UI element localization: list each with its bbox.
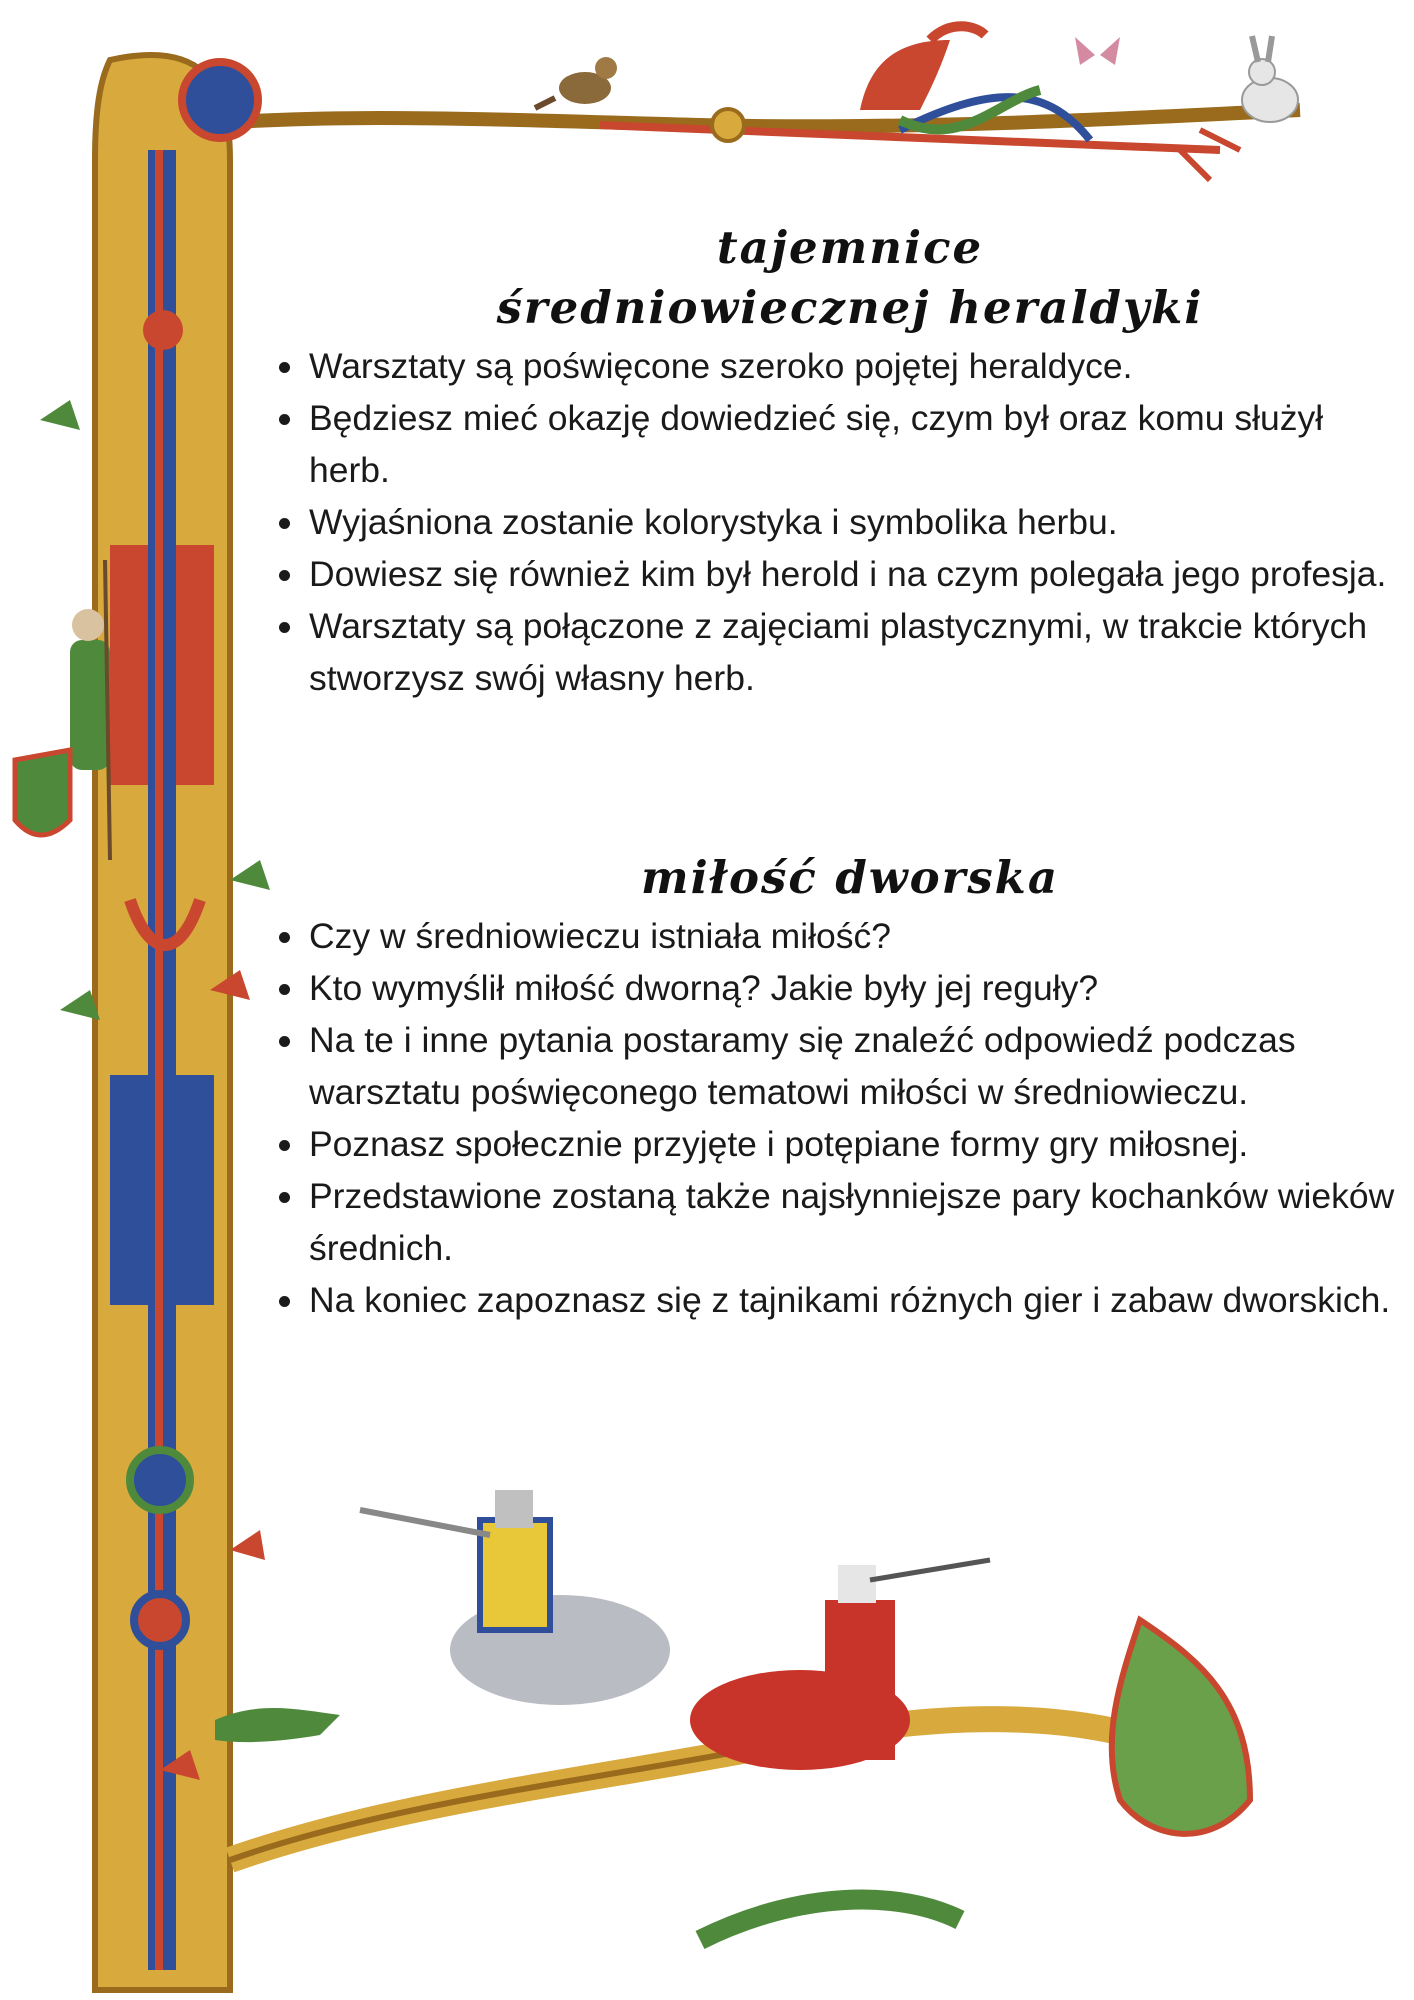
butterfly-icon xyxy=(1075,37,1120,65)
knight-on-red-horse-icon xyxy=(690,1560,990,1770)
list-item: • Będziesz mieć okazję dowiedzieć się, czym był oraz komu służył herb. xyxy=(307,392,1405,496)
list-item: • Poznasz społecznie przyjęte i potępiane formy gry miłosnej. xyxy=(307,1118,1405,1170)
left-pillar xyxy=(40,55,270,1990)
list-item: • Warsztaty są połączone z zajęciami plastycznymi, w trakcie których stworzysz swój własny herb. xyxy=(307,600,1405,704)
bullet-list xyxy=(255,910,1405,1326)
title-line: tajemnice xyxy=(716,221,984,274)
title-line: miłość dworska xyxy=(640,851,1060,904)
knight-on-grey-horse-icon xyxy=(360,1490,670,1705)
list-item: • Na te i inne pytania postaramy się znaleźć odpowiedź podczas warsztatu poświęconego tematowi miłości w średniowieczu. xyxy=(307,1014,1405,1118)
bullet-list xyxy=(255,340,1405,704)
green-man-face-icon xyxy=(1112,1620,1250,1834)
title-line: średniowiecznej heraldyki xyxy=(496,281,1204,334)
list-item: • Dowiesz się również kim był herold i na czym polegała jego profesja. xyxy=(307,548,1405,600)
rabbit-icon xyxy=(1242,36,1298,122)
section-heraldry xyxy=(255,218,1405,704)
list-item: • Czy w średniowieczu istniała miłość? xyxy=(307,910,1405,962)
dragon-icon xyxy=(860,26,1040,129)
list-item: • Na koniec zapoznasz się z tajnikami różnych gier i zabaw dworskich. xyxy=(307,1274,1405,1326)
list-item: • Wyjaśniona zostanie kolorystyka i symbolika herbu. xyxy=(307,496,1405,548)
bird-icon xyxy=(535,57,617,108)
top-vine-branch xyxy=(150,97,1300,180)
section-courtly-love xyxy=(255,848,1405,1326)
list-item: • Przedstawione zostaną także najsłynniejsze pary kochanków wieków średnich. xyxy=(307,1170,1405,1274)
list-item: • Warsztaty są poświęcone szeroko pojętej heraldyce. xyxy=(307,340,1405,392)
list-item: • Kto wymyślił miłość dworną? Jakie były jej reguły? xyxy=(307,962,1405,1014)
section-title xyxy=(255,218,1405,338)
dragon-head-icon xyxy=(215,1708,340,1742)
section-title xyxy=(255,848,1405,908)
